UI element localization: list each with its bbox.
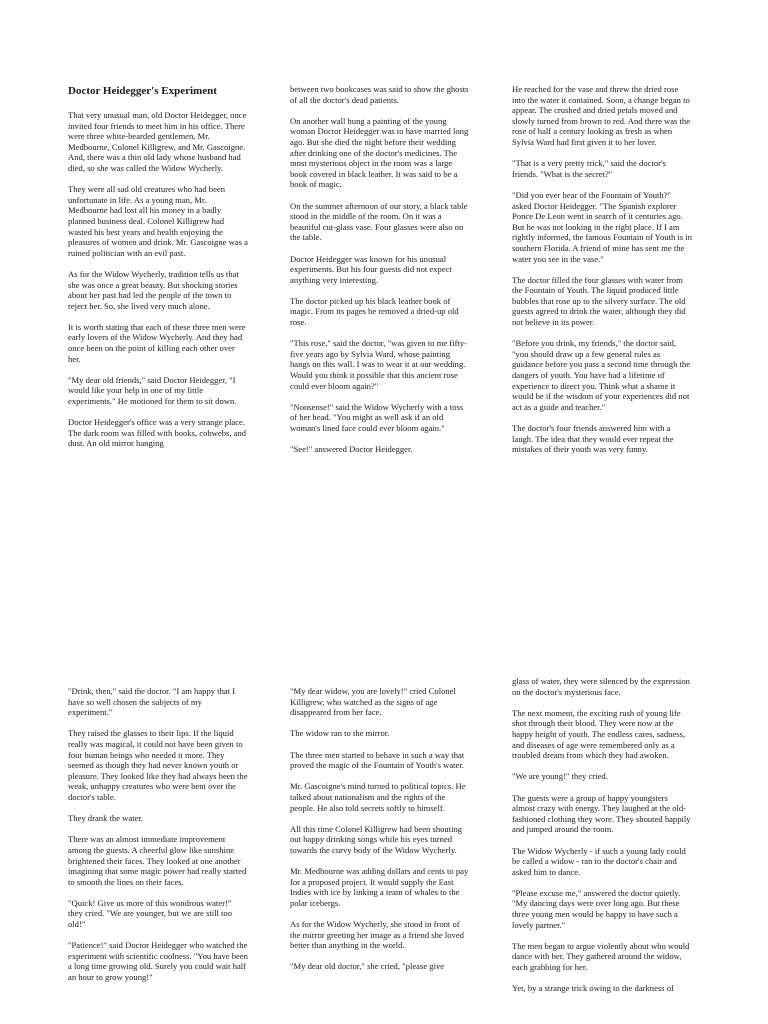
paragraph: They were all sad old creatures who had been unfortunate in life. As a young man, Mr. Medbourne had lost all his money in a badly planned business deal. Colonel Killigrew had wasted his best years and health enjoying the pleasures of women and drink. Mr. Gascoigne was a ruined politician with an evil past.	[68, 184, 248, 258]
paragraph: Mr. Gascoigne's mind turned to political topics. He talked about nationalism and the rights of the people. He also told secrets softly to himself.	[290, 781, 466, 813]
paragraph: "See!" answered Doctor Heidegger.	[290, 444, 413, 455]
paragraph: The Widow Wycherly - if such a young lady could be called a widow - ran to the doctor's chair and asked him to dance.	[512, 845, 686, 877]
paragraph: As for the Widow Wycherly, she stood in front of the mirror greeting her image as a friend she loved better than anything in the world.	[290, 919, 464, 951]
paragraph: The next moment, the exciting rush of young life shot through their blood. They were now at the happy height of youth. The endless cares, sadness, and diseases of age were remembered only as a troubled dream from which they had awoken.	[512, 707, 686, 761]
paragraph: All this time Colonel Killigrew had been shouting out happy drinking songs while his eyes turned towards the curvy body of the Widow Wycherly.	[290, 823, 463, 855]
paragraph: On the summer afternoon of our story, a black table stood in the middle of the room. On it was a beautiful cut-glass vase. Four glasses were also on the table.	[290, 200, 468, 243]
paragraph: "Patience!" said Doctor Heidegger who watched the experiment with scientific coolness. "You have been a long time growing old. Surely you could wait half an hour to grow young!"	[68, 940, 248, 983]
paragraph: "Quick! Give us more of this wondrous water!" they cried. "We are younger, but we are still too old!"	[68, 897, 233, 930]
paragraph: He reached for the vase and threw the dried rose into the water it contained. Soon, a change began to appear. The crushed and dried petals moved and slowly turned from brown to red. And there was the rose of half a century looking as fresh as when Sylvia Ward had first given it to her lover.	[512, 84, 691, 147]
page2-column-3	[512, 676, 692, 1004]
page1-column-3	[512, 84, 692, 465]
paragraph: On another wall hung a painting of the young woman Doctor Heidegger was to have married long ago. But she died the night before their wedding after drinking one of the doctor's medicines. The most mysterious object in the room was a large book covered in black leather. It was said to be a book of magic.	[290, 115, 469, 190]
paragraph: glass of water, they were silenced by the expression on the doctor's mysterious face.	[512, 676, 690, 697]
page1-col1-paragraphs	[68, 110, 248, 449]
paragraph: Doctor Heidegger's office was a very strange place. The dark room was filled with books, cobwebs, and dust. An old mirror hanging	[68, 417, 247, 449]
paragraph: "Before you drink, my friends," the doctor said, "you should draw up a few general rules as guidance before you pass a second time through the dangers of youth. You have had a lifetime of experience to direct you. Think what a shame it would be if the wisdom of your experiences did not act as a guide and teacher."	[512, 338, 691, 412]
page1-col3-paragraphs	[512, 84, 692, 455]
paragraph: They drank the water.	[68, 813, 143, 824]
paragraph: The men began to argue violently about who would dance with her. They gathered around the widow, each grabbing for her.	[512, 940, 690, 973]
paragraph: There was an almost immediate improvement among the guests. A cheerful glow like sunshine brightened their faces. They looked at one another imagining that some magic power had really started to smooth the lines on their faces.	[68, 834, 247, 887]
page2-column-2	[290, 686, 470, 983]
page1-col2-paragraphs	[290, 84, 470, 455]
paragraph: "Did you ever hear of the Fountain of Youth?" asked Doctor Heidegger. "The Spanish explorer Ponce De Leon went in search of it centuries ago. But he was not looking in the right place. If I am rightly informed, the famous Fountain of Youth is in southern Florida. A friend of mine has sent me the water you see in the vase."	[512, 189, 692, 264]
paragraph: "Nonsense!" said the Widow Wycherly with a toss of her head. "You might as well ask if an old woman's lined face could ever bloom again."	[290, 401, 464, 433]
paragraph: "That is a very pretty trick," said the doctor's friends. "What is the secret?"	[512, 158, 666, 179]
paragraph: It is worth stating that each of these three men were early lovers of the Widow Wycherly. And they had once been on the point of killing each other over her.	[68, 321, 246, 364]
paragraph: "My dear widow, you are lovely!" cried Colonel Killigrew, who watched as the signs of age disappeared from her face.	[290, 686, 456, 718]
paragraph: "Drink, then," said the doctor. "I am happy that I have so well chosen the subjects of my experiment."	[68, 686, 236, 718]
paragraph: Mr. Medbourne was adding dollars and cents to pay for a proposed project. It would supply the East Indies with ice by linking a team of whales to the polar icebergs.	[290, 866, 469, 908]
paragraph: Doctor Heidegger was known for his unusual experiments. But his four guests did not expect anything very interesting.	[290, 253, 452, 285]
paragraph: "We are young!" they cried.	[512, 771, 608, 782]
page2-column-1	[68, 686, 248, 993]
paragraph: The doctor's four friends answered him with a laugh. The idea that they would ever repeat the mistakes of their youth was very funny.	[512, 423, 674, 455]
page1-column-2	[290, 84, 470, 465]
document-page-2	[0, 660, 768, 1024]
paragraph: They raised the glasses to their lips. If the liquid really was magical, it could not have been given to four human beings who needed it more. They seemed as though they had never known youth or pleasure. They looked like they had always been the weak, unhappy creatures who were bent over the doctor's table.	[68, 728, 248, 802]
paragraph: The doctor filled the four glasses with water from the Fountain of Youth. The liquid produced little bubbles that rose up to the silvery surface. The old guests agreed to drink the water, although they did not believe in its power.	[512, 274, 686, 328]
paragraph: That very unusual man, old Doctor Heidegger, once invited four friends to meet him in his office. There were three white-bearded gentlemen, Mr. Medbourne, Colonel Killigrew, and Mr. Gascoigne. And, there was a thin old lady whose husband had died, so she was called the Widow Wycherly.	[68, 110, 247, 173]
paragraph: Yet, by a strange trick owing to the darkness of	[512, 983, 674, 994]
paragraph: As for the Widow Wycherly, tradition tells us that she was once a great beauty. But shocking stories about her past had led the people of the town to reject her. So, she lived very much alone.	[68, 268, 239, 311]
paragraph: "This rose," said the doctor, "was given to me fifty-five years ago by Sylvia Ward, whose painting hangs on this wall. I was to wear it at our wedding. Would you think it possible that this ancient rose could ever bloom again?"	[290, 338, 468, 391]
paragraph: "My dear old doctor," she cried, "please give	[290, 961, 445, 972]
page1-column-1	[68, 84, 248, 460]
paragraph: The three men started to behave in such a way that proved the magic of the Fountain of Youth's water.	[290, 749, 465, 771]
paragraph: The guests were a group of happy youngsters almost crazy with energy. They laughed at the old-fashioned clothing they wore. They shouted happily and jumped around the room.	[512, 792, 691, 835]
paragraph: between two bookcases was said to show the ghosts of all the doctor's dead patients.	[290, 84, 469, 105]
paragraph: "My dear old friends," said Doctor Heidegger, "I would like your help in one of my little experiments." He motioned for them to sit down.	[68, 374, 237, 407]
page2-col2-paragraphs	[290, 686, 470, 972]
page2-col1-paragraphs	[68, 686, 248, 983]
page2-col3-paragraphs	[512, 676, 692, 994]
document-title: Doctor Heidegger's Experiment	[68, 85, 217, 97]
paragraph: The widow ran to the mirror.	[290, 728, 390, 739]
paragraph: The doctor picked up his black leather book of magic. From its pages he removed a dried-up old rose.	[290, 295, 459, 328]
paragraph: "Please excuse me," answered the doctor quietly. "My dancing days were over long ago. But these three young men would be happy to have such a lovely partner."	[512, 887, 681, 930]
